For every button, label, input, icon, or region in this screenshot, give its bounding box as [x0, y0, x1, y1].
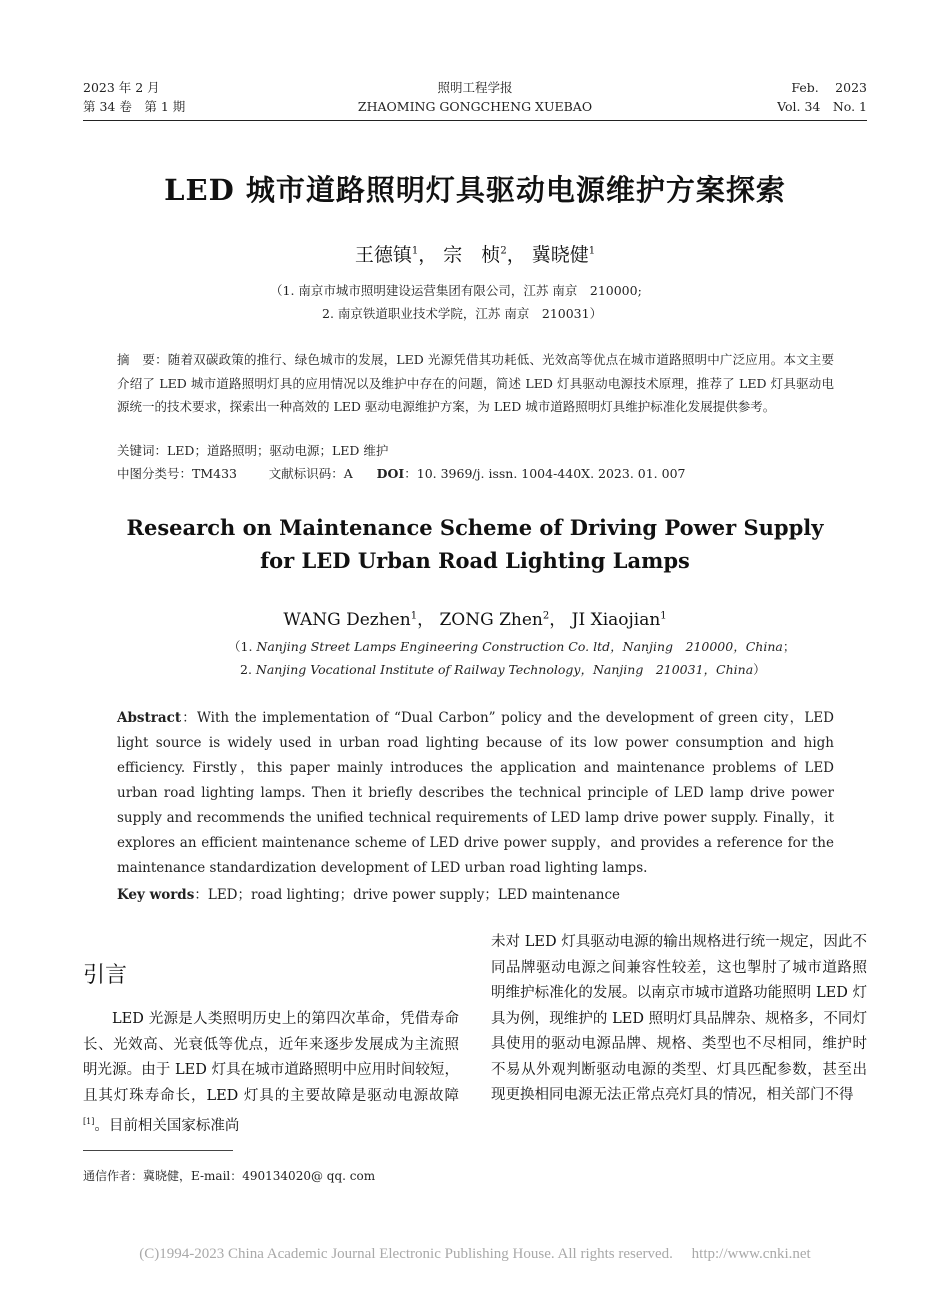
header-right	[777, 78, 867, 116]
keywords-en-text: ：LED；road lighting；drive power supply；LED maintenance	[194, 887, 621, 903]
body-column-right: 未对 LED 灯具驱动电源的输出规格进行统一规定，因此不同品牌驱动电源之间兼容性较差，这也掣肘了城市道路照明维护标准化的发展。以南京市城市道路功能照明 LED 灯具为例，现维护的 LED 照明灯具品牌杂、规格多，不同灯具使用的驱动电源品牌、规格、类型也不尽相同，维护时不易从外观判断驱动电源的类型、灯具匹配参数，甚至出现更换相同电源无法正常点亮灯具的情况，相关部门不得	[491, 934, 867, 1103]
affil-org: Nanjing Vocational Institute of Railway Technology，Nanjing 210031，China	[255, 662, 754, 677]
header-date-en: Feb. 2023	[791, 80, 867, 95]
document-code: 文献标识码：A	[268, 466, 353, 481]
author-affil-sup: 1	[411, 245, 419, 257]
author-name: 王德镇	[354, 244, 412, 266]
author-name: 宗 桢	[443, 244, 501, 266]
affil-prefix: （1.	[228, 639, 257, 654]
authors-cn	[0, 240, 950, 267]
header-rule	[83, 120, 867, 121]
header-volume: 第 34 卷 第 1 期	[83, 99, 186, 114]
affil-prefix: 2.	[240, 662, 256, 677]
footnote-rule	[83, 1150, 233, 1151]
author-name-en: ZONG Zhen	[439, 610, 543, 630]
title-en-line-1: Research on Maintenance Scheme of Driving Power Supply	[126, 515, 824, 540]
author-affil-sup: 2	[500, 245, 507, 257]
body-column-left	[83, 1007, 459, 1139]
author-sep: ，	[417, 610, 435, 630]
abstract-cn: 摘 要：随着双碳政策的推行、绿色城市的发展，LED 光源凭借其功耗低、光效高等优点在城市道路照明中广泛应用。本文主要介绍了 LED 城市道路照明灯具的应用情况以及维护中存在的问题，简述 LED 灯具驱动电源技术原理，推荐了 LED 灯具驱动电源统一的技术要求，探索出一种高效的 LED 驱动电源维护方案，为 LED 城市道路照明灯具维护标准化发展提供参考。	[117, 352, 834, 414]
cnki-watermark: (C)1994-2023 China Academic Journal Electronic Publishing House. All rights reserved. http://www.cnki.net	[139, 1246, 811, 1262]
journal-name-cn: 照明工程学报	[437, 80, 513, 95]
keywords-en-label: Key words	[117, 887, 195, 903]
header-date: 2023 年 2 月	[83, 80, 160, 95]
affil-org: Nanjing Street Lamps Engineering Construction Co. ltd，Nanjing 210000，China	[256, 639, 783, 654]
title-en-line-2: for LED Urban Road Lighting Lamps	[260, 548, 690, 573]
keywords-en	[117, 883, 620, 903]
affiliation-cn-1: （1. 南京市城市照明建设运营集团有限公司，江苏 南京 210000;	[270, 283, 642, 298]
section-heading-introduction: 引言	[83, 963, 128, 988]
author-name-en: WANG Dezhen	[283, 610, 411, 630]
keywords-cn: 关键词：LED；道路照明；驱动电源；LED 维护	[117, 443, 389, 458]
footnote-corresponding-author: 通信作者：冀晓健，E-mail：490134020@ qq. com	[83, 1169, 376, 1183]
body-text: 。目前相关国家标准尚	[94, 1117, 240, 1134]
abstract-en	[117, 706, 834, 881]
author-sep: ，	[506, 244, 526, 266]
doi-value: ：10. 3969/j. issn. 1004-440X. 2023. 01. 007	[404, 466, 686, 481]
classification-line	[117, 464, 685, 482]
authors-en	[0, 605, 950, 630]
abstract-en-label: Abstract	[117, 710, 182, 726]
title-cn: LED 城市道路照明灯具驱动电源维护方案探索	[164, 173, 786, 207]
affiliation-cn-2: 2. 南京铁道职业技术学院，江苏 南京 210031）	[322, 306, 603, 321]
affiliation-en-2	[240, 660, 766, 678]
author-name: 冀晓健	[531, 244, 589, 266]
title-en	[0, 511, 950, 577]
doi-label: DOI	[376, 466, 405, 481]
author-affil-sup: 1	[588, 245, 596, 257]
citation-ref[interactable]: [1]	[83, 1117, 95, 1126]
author-affil-sup: 2	[542, 610, 550, 622]
clc-number: 中图分类号：TM433	[117, 466, 237, 481]
affil-suffix: ；	[782, 639, 796, 654]
author-affil-sup: 1	[660, 610, 667, 622]
author-affil-sup: 1	[410, 610, 418, 622]
header-volume-en: Vol. 34 No. 1	[777, 99, 867, 114]
journal-name-en: ZHAOMING GONGCHENG XUEBAO	[357, 99, 593, 114]
author-sep: ，	[418, 244, 438, 266]
affil-suffix: ）	[753, 662, 766, 677]
abstract-en-text: ：With the implementation of “Dual Carbon” policy and the development of green city，LED light source is widely used in urban road lighting because of its low power consumption and high efficiency. Firstly，this paper mainly introduces the application and maintenance problems of LED urban road lighting lamps. Then it briefly describes the technical principle of LED lamp drive power supply and recommends the unified technical requirements of LED lamp drive power supply. Finally，it explores an efficient maintenance scheme of LED drive power supply，and provides a reference for the maintenance standardization development of LED urban road lighting lamps.	[117, 710, 834, 876]
author-sep: ，	[549, 610, 567, 630]
author-name-en: JI Xiaojian	[571, 610, 661, 630]
affiliation-en-1	[228, 637, 795, 655]
body-text: LED 光源是人类照明历史上的第四次革命，凭借寿命长、光效高、光衰低等优点，近年来逐步发展成为主流照明光源。由于 LED 灯具在城市道路照明中应用时间较短，且其灯珠寿命长，LED 灯具的主要故障是驱动电源故障	[83, 1011, 459, 1104]
